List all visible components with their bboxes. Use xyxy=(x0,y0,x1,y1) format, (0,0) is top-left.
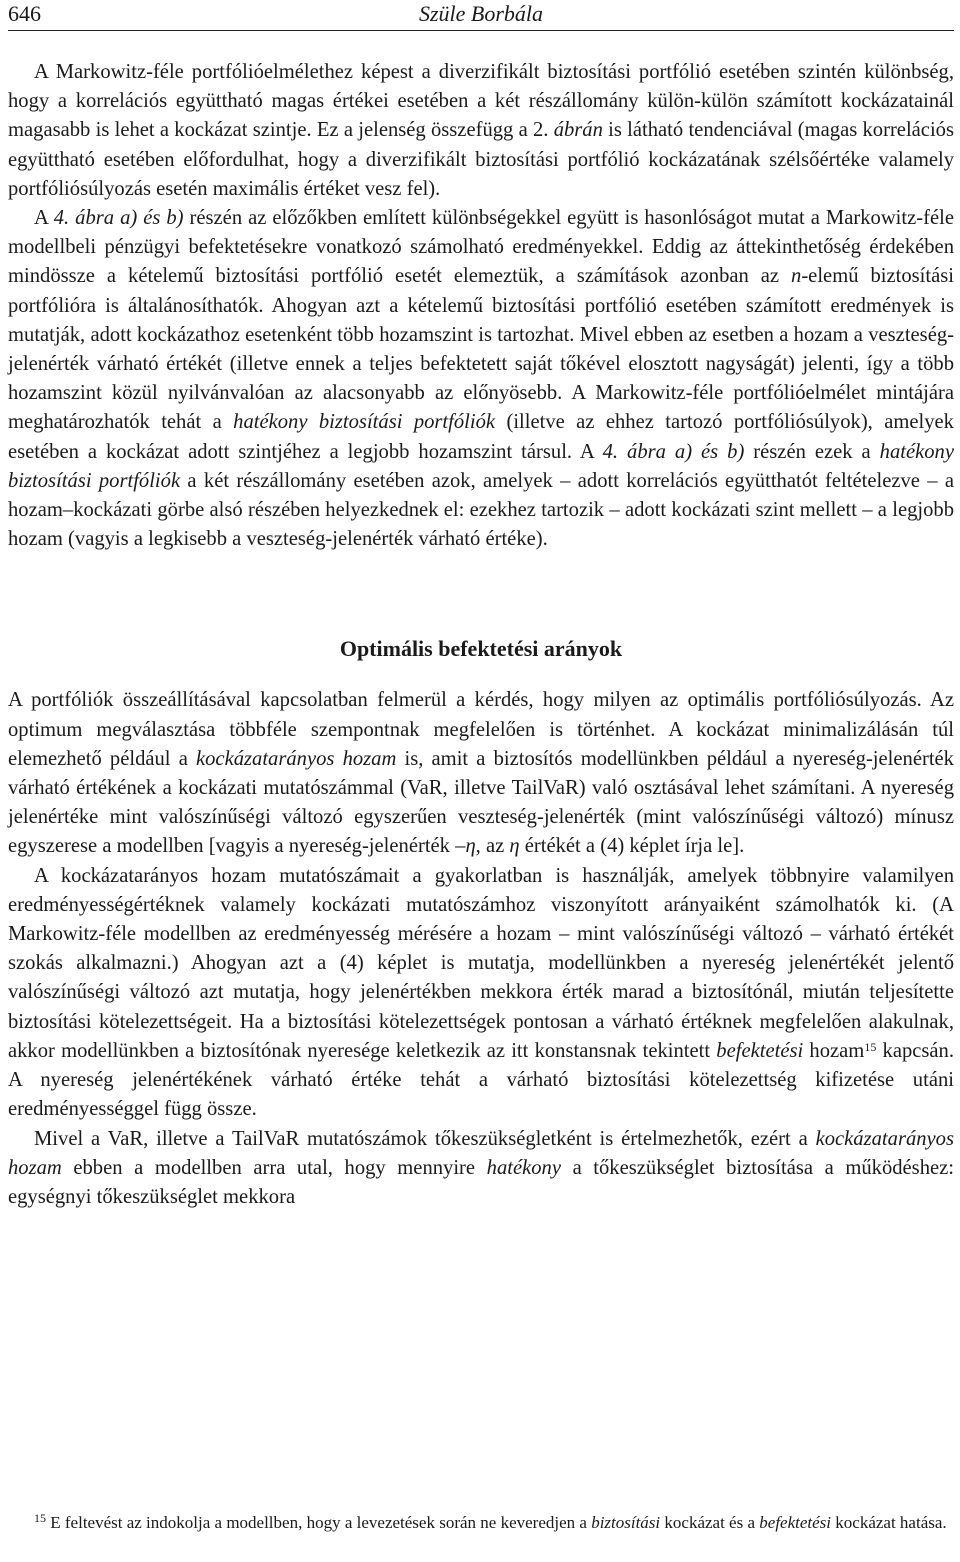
text-run: is, amit a biztosítós modellünkben például a nyereség-jelenérték várható értékének a kockázati mutatószámmal (VaR, illetve TailVaR) való osztásával lehet számítani. A nyereség jelenértéke mint valószínűségi változó egyszerűen veszteség-jelenérték (mint valószínűségi változó) mínusz egyszerese a modellben [vagyis a nyereség-jelenérték xyxy=(8,747,954,858)
section-spacer xyxy=(8,554,954,634)
text-run: (illetve az ehhez tartozó portfóliósúlyok), amelyek esetében a kockázat adott szintjéhez a legjobb hozamszint társul. A xyxy=(8,411,954,463)
paragraph xyxy=(8,862,954,1125)
italic-run: n xyxy=(791,265,802,288)
italic-run: befektetési xyxy=(716,1039,804,1062)
italic-run: 4. ábra a) és b) xyxy=(53,207,184,230)
text-run: részén ezek a xyxy=(744,440,880,463)
text-run: -elemű biztosítási portfólióra is általánosíthatók. Ahogyan azt a kételemű biztosítási portfólió esetében számított eredmények is mutatják, adott kockázathoz esetenként több hozamszint is tartozhat. Mivel ebben az esetben a hozam a veszteség-jelenérték várható értékét (illetve ennek a teljes befektetett saját tőkével elosztott nagyságát) jelenti, így a több hozamszint közül nyilvánvalóan az alacsonyabb az előnyösebb. A Markowitz-féle portfólióelmélet mintájára meghatározhatók tehát a xyxy=(8,265,954,434)
body-text xyxy=(8,58,954,1212)
text-run: hozam xyxy=(803,1039,865,1062)
italic-run: kockázatarányos hozam xyxy=(8,1127,954,1179)
paragraph xyxy=(8,58,954,204)
text-run: kockázat hatása. xyxy=(831,1513,947,1532)
text-run: is látható tendenciával (magas korrelációs együttható esetében előfordulhat, hogy a diverzifikált biztosítási portfólió kockázatának szélsőértéke valamely portfóliósúlyozás esetén maximális értéket vesz fel). xyxy=(8,119,954,200)
italic-run: η xyxy=(509,835,520,858)
text-run: A xyxy=(34,207,54,230)
section-heading: Optimális befektetési arányok xyxy=(339,636,623,662)
footnote-marker: 15 xyxy=(34,1511,46,1525)
italic-run: kockázatarányos hozam xyxy=(196,747,397,770)
italic-run: hatékony biztosítási portfóliók xyxy=(8,440,954,492)
text-run: a két részállomány esetében azok, amelyek – adott korrelációs együtthatót feltételezve – a hozam–kockázati görbe alsó részében helyezkednek el: ezekhez tartozik – adott kockázati szint mellett – a legjobb hozam (vagyis a legkisebb a veszteség-jelenérték várható értéke). xyxy=(8,469,955,551)
text-run: kapcsán. A nyereség jelenértékének várható értéke tehát a várható biztosítási kötelezettség kifizetése utáni eredményességgel függ össze. xyxy=(8,1039,954,1121)
text-run: Mivel a VaR, illetve a TailVaR mutatószámok tőkeszükségletként is értelmezhetők, ezért a xyxy=(34,1127,816,1150)
paragraph xyxy=(8,686,954,861)
text-run: kockázat és a xyxy=(660,1513,760,1532)
text-run: a tőkeszükséglet biztosítása a működéshez: egységnyi tőkeszükséglet mekkora xyxy=(8,1156,954,1208)
footnote xyxy=(8,1511,954,1535)
paragraph xyxy=(8,1125,954,1213)
text-run: A portfóliók összeállításával kapcsolatban felmerül a kérdés, hogy milyen az optimális portfóliósúlyozás. Az optimum megválasztása többféle szempontnak megfelelően is történhet. A kockázat minimalizálásán túl elemezhető például a xyxy=(8,689,954,770)
text-run: A kockázatarányos hozam mutatószámait a gyakorlatban is használják, amelyek többnyire valamilyen eredményességértéknek valamely kockázati mutatószámhoz viszonyított arányaiként számolhatók ki. (A Markowitz-féle modellben az eredményesség mérésére a hozam – mint valószínűségi változó – várható értékét szokás alkalmazni.) Ahogyan azt a (4) képlet is mutatja, modellünkben a nyereség jelenértékét jelentő valószínűségi változó azt mutatja, hogy jelenértékben mekkora érték marad a biztosítónál, miután teljesítette biztosítási kötelezettségeit. Ha a biztosítási kötelezettségek pontosan a várható értéknek megfelelően alakulnak, akkor modellünkben a biztosítónak nyeresége keletkezik az itt konstansnak tekintett xyxy=(8,864,954,1062)
italic-run: 4. ábra a) és b) xyxy=(602,440,745,463)
text-run: E feltevést az indokolja a modellben, hogy a levezetések során ne keveredjen a xyxy=(46,1513,592,1532)
italic-run: befektetési xyxy=(759,1513,832,1532)
footnote-marker: 15 xyxy=(864,1039,877,1054)
running-author: Szüle Borbála xyxy=(418,1,544,26)
text-run: ebben a modellben arra utal, hogy mennyire xyxy=(61,1156,487,1179)
italic-run: biztosítási xyxy=(591,1513,661,1532)
italic-run: ábrán xyxy=(553,119,603,142)
text-run: A Markowitz-féle portfólióelmélethez képest a diverzifikált biztosítási portfólió esetében szintén különbség, hogy a korrelációs együttható magas értékei esetében a két részállomány külön-külön számított kockázatainál magasabb is lehet a kockázat szintje. Ez a jelenség összefügg a 2. xyxy=(8,61,954,142)
paragraph xyxy=(8,204,954,554)
italic-run: –η xyxy=(455,835,476,858)
running-header xyxy=(8,0,954,31)
text-run: , az xyxy=(475,835,510,858)
text-run: részén az előzőkben említett különbségekkel együtt is hasonlóságot mutat a Markowitz-féle modellbeli pénzügyi befektetésekre vonatkozó számolható eredményekkel. Eddig az áttekinthetőség érdekében mindössze a kételemű biztosítási portfólió esetét elemeztük, a számítások azonban az xyxy=(8,207,954,288)
italic-run: hatékony biztosítási portfóliók xyxy=(233,411,496,434)
italic-run: hatékony xyxy=(486,1156,561,1179)
page-number: 646 xyxy=(8,1,41,26)
text-run: értékét a (4) képlet írja le]. xyxy=(519,835,745,858)
